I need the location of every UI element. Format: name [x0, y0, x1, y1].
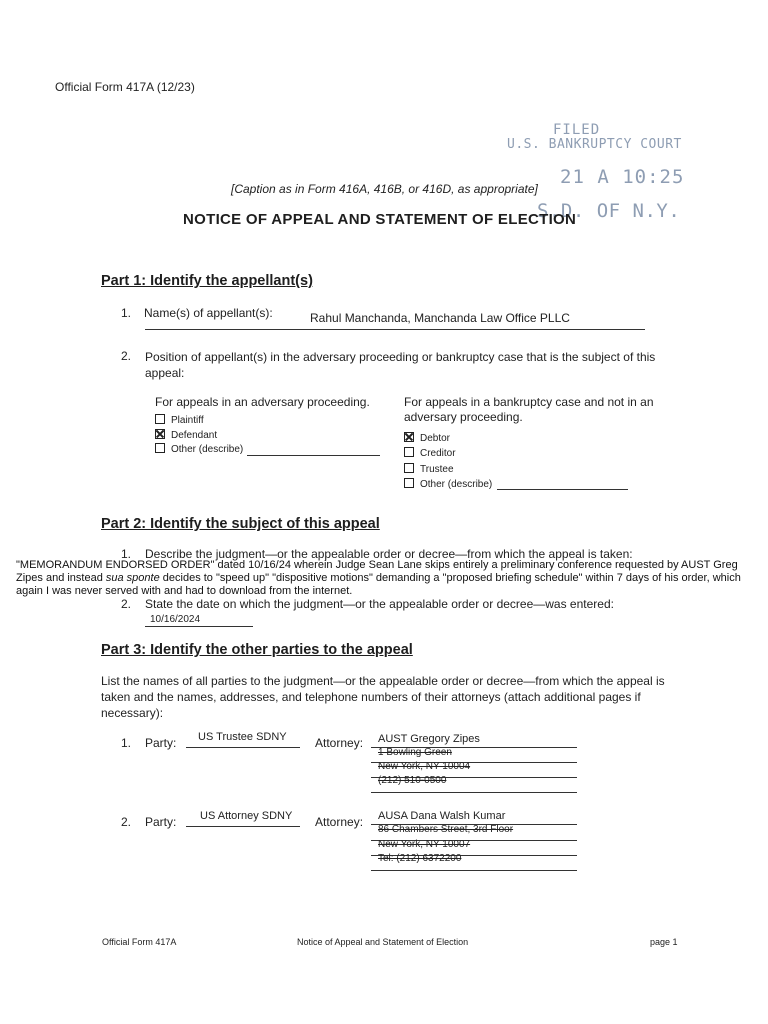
judgment-description-text-start: "MEMORANDUM ENDORSED ORDER" dated 10/16/24 wherein Judge Sean Lane skips entirely a preliminary conference requested by AUST Greg Zipes and instead: [16, 559, 738, 584]
checkbox-bankruptcy-other-label: Other (describe): [420, 479, 493, 490]
adversary-proceeding-header: For appeals in an adversary proceeding.: [155, 395, 370, 409]
party-1-attorney-label: Attorney:: [315, 736, 364, 750]
checkbox-plaintiff-label: Plaintiff: [171, 415, 204, 426]
checkbox-creditor[interactable]: [404, 447, 456, 459]
checkbox-plaintiff[interactable]: [155, 414, 204, 426]
stamp-district-text: S.D. OF N.Y.: [537, 200, 681, 222]
party-1-attorney-name[interactable]: AUST Gregory Zipes: [378, 733, 480, 745]
party-2-attorney-city[interactable]: New York, NY 10007: [378, 839, 471, 850]
party-2-label: Party:: [145, 815, 177, 829]
party-1-attorney-phone[interactable]: (212) 510-0500: [378, 775, 447, 786]
party-2-underline: [186, 826, 300, 827]
appellant-position-label: Position of appellant(s) in the adversary proceeding or bankruptcy case that is the subject of this appeal:: [145, 350, 656, 380]
checkbox-adversary-other-box[interactable]: [155, 443, 165, 453]
part1-q1-number: 1.: [121, 306, 132, 320]
checkbox-debtor[interactable]: [404, 432, 450, 444]
stamp-filed-text: FILED: [553, 122, 601, 138]
appellant-name-underline: [145, 329, 645, 330]
page-title: NOTICE OF APPEAL AND STATEMENT OF ELECTION: [183, 211, 577, 228]
part2-heading: Part 2: Identify the subject of this appeal: [101, 516, 380, 532]
form-identifier: Official Form 417A (12/23): [55, 80, 195, 94]
judgment-description-value[interactable]: [16, 559, 761, 598]
part2-q2-number: 2.: [121, 597, 132, 611]
footer-title: Notice of Appeal and Statement of Election: [297, 937, 469, 947]
stamp-court-text: U.S. BANKRUPTCY COURT: [507, 137, 682, 152]
party-1-attorney-city[interactable]: New York, NY 10004: [378, 761, 471, 772]
party-2-name[interactable]: US Attorney SDNY: [200, 810, 293, 822]
party-2-attorney-label: Attorney:: [315, 815, 364, 829]
checkbox-creditor-label: Creditor: [420, 448, 456, 459]
judgment-date-label: State the date on which the judgment—or the appealable order or decree—was entered:: [145, 597, 614, 611]
party-1-attorney-line4: [371, 792, 577, 793]
appellant-name-label: Name(s) of appellant(s):: [144, 306, 273, 320]
party-1-attorney-street[interactable]: 1 Bowling Green: [378, 747, 452, 758]
party-1-underline: [186, 747, 300, 748]
judgment-date-underline: [145, 626, 253, 627]
footer-page-number: page 1: [650, 937, 678, 947]
party-1-name[interactable]: US Trustee SDNY: [198, 731, 287, 743]
party-2-number: 2.: [121, 815, 132, 829]
bankruptcy-case-header: For appeals in a bankruptcy case and not in an adversary proceeding.: [404, 395, 654, 424]
checkbox-trustee-box[interactable]: [404, 463, 414, 473]
checkbox-adversary-other-label: Other (describe): [171, 444, 244, 455]
bankruptcy-other-underline: [497, 489, 628, 490]
checkbox-bankruptcy-other[interactable]: [404, 478, 492, 490]
checkbox-adversary-other[interactable]: [155, 443, 243, 455]
judgment-description-text-italic: sua sponte: [105, 572, 160, 584]
footer-form-id: Official Form 417A: [102, 937, 177, 947]
appellant-name-value[interactable]: Rahul Manchanda, Manchanda Law Office PLLC: [310, 311, 570, 325]
party-1-label: Party:: [145, 736, 177, 750]
part2-q1-number: 1.: [121, 547, 132, 561]
judgment-date-value[interactable]: 10/16/2024: [150, 614, 201, 625]
party-2-attorney-street[interactable]: 86 Chambers Street, 3rd Floor: [378, 824, 514, 835]
caption-instruction: [Caption as in Form 416A, 416B, or 416D, as appropriate]: [231, 182, 538, 196]
checkbox-debtor-box[interactable]: [404, 432, 414, 442]
part1-q2-number: 2.: [121, 349, 132, 363]
checkbox-defendant-box[interactable]: [155, 429, 165, 439]
adversary-other-underline: [247, 455, 380, 456]
checkbox-trustee-label: Trustee: [420, 464, 454, 475]
party-2-attorney-phone[interactable]: Tel: (212) 6372200: [378, 853, 462, 864]
checkbox-bankruptcy-other-box[interactable]: [404, 478, 414, 488]
checkbox-plaintiff-box[interactable]: [155, 414, 165, 424]
judgment-description-text-end: decides to "speed up" "dispositive motions" demanding a "proposed briefing schedule" within 7 days of his order, which again I was never served with and had to download from the internet.: [16, 572, 741, 597]
checkbox-defendant[interactable]: [155, 429, 217, 441]
party-1-number: 1.: [121, 736, 132, 750]
part1-heading: Part 1: Identify the appellant(s): [101, 273, 313, 289]
party-2-attorney-line4: [371, 870, 577, 871]
part3-heading: Part 3: Identify the other parties to the appeal: [101, 642, 413, 658]
checkbox-debtor-label: Debtor: [420, 433, 451, 444]
checkbox-defendant-label: Defendant: [171, 430, 218, 441]
checkbox-creditor-box[interactable]: [404, 447, 414, 457]
parties-instructions: List the names of all parties to the judgment—or the appealable order or decree—from which the appeal is taken and the names, addresses, and telephone numbers of their attorneys (attach additional pages if necessary):: [101, 674, 665, 720]
stamp-time-text: 21 A 10:25: [560, 166, 685, 188]
judgment-description-label: Describe the judgment—or the appealable order or decree—from which the appeal is taken:: [145, 547, 633, 561]
checkbox-trustee[interactable]: [404, 463, 454, 475]
party-2-attorney-name[interactable]: AUSA Dana Walsh Kumar: [378, 810, 506, 822]
